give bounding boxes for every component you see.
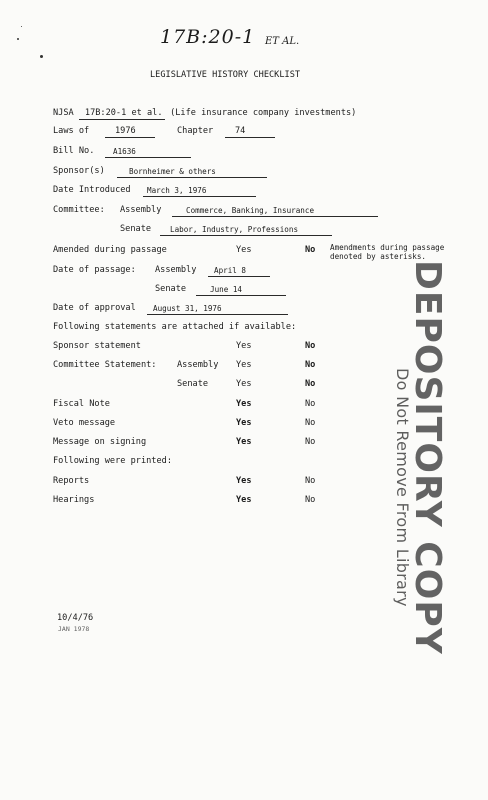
amended-note-line2: denoted by asterisks. bbox=[330, 252, 427, 261]
passage-assembly-label: Assembly bbox=[155, 265, 197, 275]
statement-yes-checked: Yes bbox=[236, 399, 252, 409]
chapter-label: Chapter bbox=[177, 126, 214, 136]
bill-number: A1636 bbox=[105, 147, 191, 158]
sponsor-label: Sponsor(s) bbox=[53, 166, 105, 176]
footer-stamp: JAN 1978 bbox=[58, 625, 90, 633]
sponsor-value: Bornheimer & others bbox=[117, 167, 267, 178]
depository-stamp: DEPOSITORY COPY bbox=[407, 260, 448, 655]
printed-header: Following were printed: bbox=[53, 456, 172, 466]
statement-no: No bbox=[305, 437, 316, 447]
statement-no: No bbox=[305, 399, 316, 409]
passage-senate-label: Senate bbox=[155, 284, 187, 294]
approval-label: Date of approval bbox=[53, 303, 136, 313]
statement-yes: Yes bbox=[236, 341, 252, 351]
laws-label: Laws of bbox=[53, 126, 90, 136]
passage-senate-date: June 14 bbox=[196, 285, 286, 296]
statement-yes-checked: Yes bbox=[236, 437, 252, 447]
amended-no-checked: No bbox=[305, 245, 316, 255]
statement-no-checked: No bbox=[305, 379, 316, 389]
committee-assembly-value: Commerce, Banking, Insurance bbox=[172, 206, 378, 217]
footer-date: 10/4/76 bbox=[57, 613, 94, 623]
handwritten-code: 17B:20-1 bbox=[160, 26, 256, 48]
statement-no-checked: No bbox=[305, 360, 316, 370]
statement-label: Sponsor statement bbox=[53, 341, 141, 351]
statement-yes: Yes bbox=[236, 379, 252, 389]
speck bbox=[17, 38, 19, 40]
approval-date: August 31, 1976 bbox=[147, 304, 288, 315]
passage-label: Date of passage: bbox=[53, 265, 136, 275]
statements-header: Following statements are attached if available: bbox=[53, 322, 297, 332]
committee-label: Committee: bbox=[53, 205, 105, 215]
statement-label: Message on signing bbox=[53, 437, 147, 447]
laws-year: 1976 bbox=[105, 126, 155, 138]
printed-yes-checked: Yes bbox=[236, 495, 252, 505]
passage-assembly-date: April 8 bbox=[208, 266, 270, 277]
statement-sub-label: Senate bbox=[177, 379, 209, 389]
committee-senate-label: Senate bbox=[120, 224, 152, 234]
njsa-label: NJSA bbox=[53, 108, 74, 118]
printed-yes-checked: Yes bbox=[236, 476, 252, 486]
statement-label: Committee Statement: bbox=[53, 360, 157, 370]
committee-senate-value: Labor, Industry, Professions bbox=[160, 225, 332, 236]
amended-label: Amended during passage bbox=[53, 245, 167, 255]
statement-yes-checked: Yes bbox=[236, 418, 252, 428]
njsa-description: (Life insurance company investments) bbox=[170, 108, 357, 118]
amended-yes: Yes bbox=[236, 245, 252, 255]
chapter-number: 74 bbox=[225, 126, 275, 138]
speck bbox=[21, 26, 22, 27]
statement-sub-label: Assembly bbox=[177, 360, 219, 370]
amended-note-line1: Amendments during passage bbox=[330, 243, 445, 252]
handwritten-suffix: ET AL. bbox=[265, 36, 300, 47]
document-title: LEGISLATIVE HISTORY CHECKLIST bbox=[150, 70, 301, 80]
printed-no: No bbox=[305, 495, 316, 505]
speck bbox=[40, 55, 43, 58]
statement-label: Fiscal Note bbox=[53, 399, 110, 409]
committee-assembly-label: Assembly bbox=[120, 205, 162, 215]
printed-label: Reports bbox=[53, 476, 90, 486]
statement-no-checked: No bbox=[305, 341, 316, 351]
njsa-value: 17B:20-1 et al. bbox=[79, 108, 165, 120]
statement-yes: Yes bbox=[236, 360, 252, 370]
printed-no: No bbox=[305, 476, 316, 486]
do-not-remove-stamp: Do Not Remove From Library bbox=[393, 368, 412, 607]
date-introduced-label: Date Introduced bbox=[53, 185, 131, 195]
statement-no: No bbox=[305, 418, 316, 428]
bill-label: Bill No. bbox=[53, 146, 95, 156]
printed-label: Hearings bbox=[53, 495, 95, 505]
date-introduced-value: March 3, 1976 bbox=[143, 186, 256, 197]
statement-label: Veto message bbox=[53, 418, 116, 428]
